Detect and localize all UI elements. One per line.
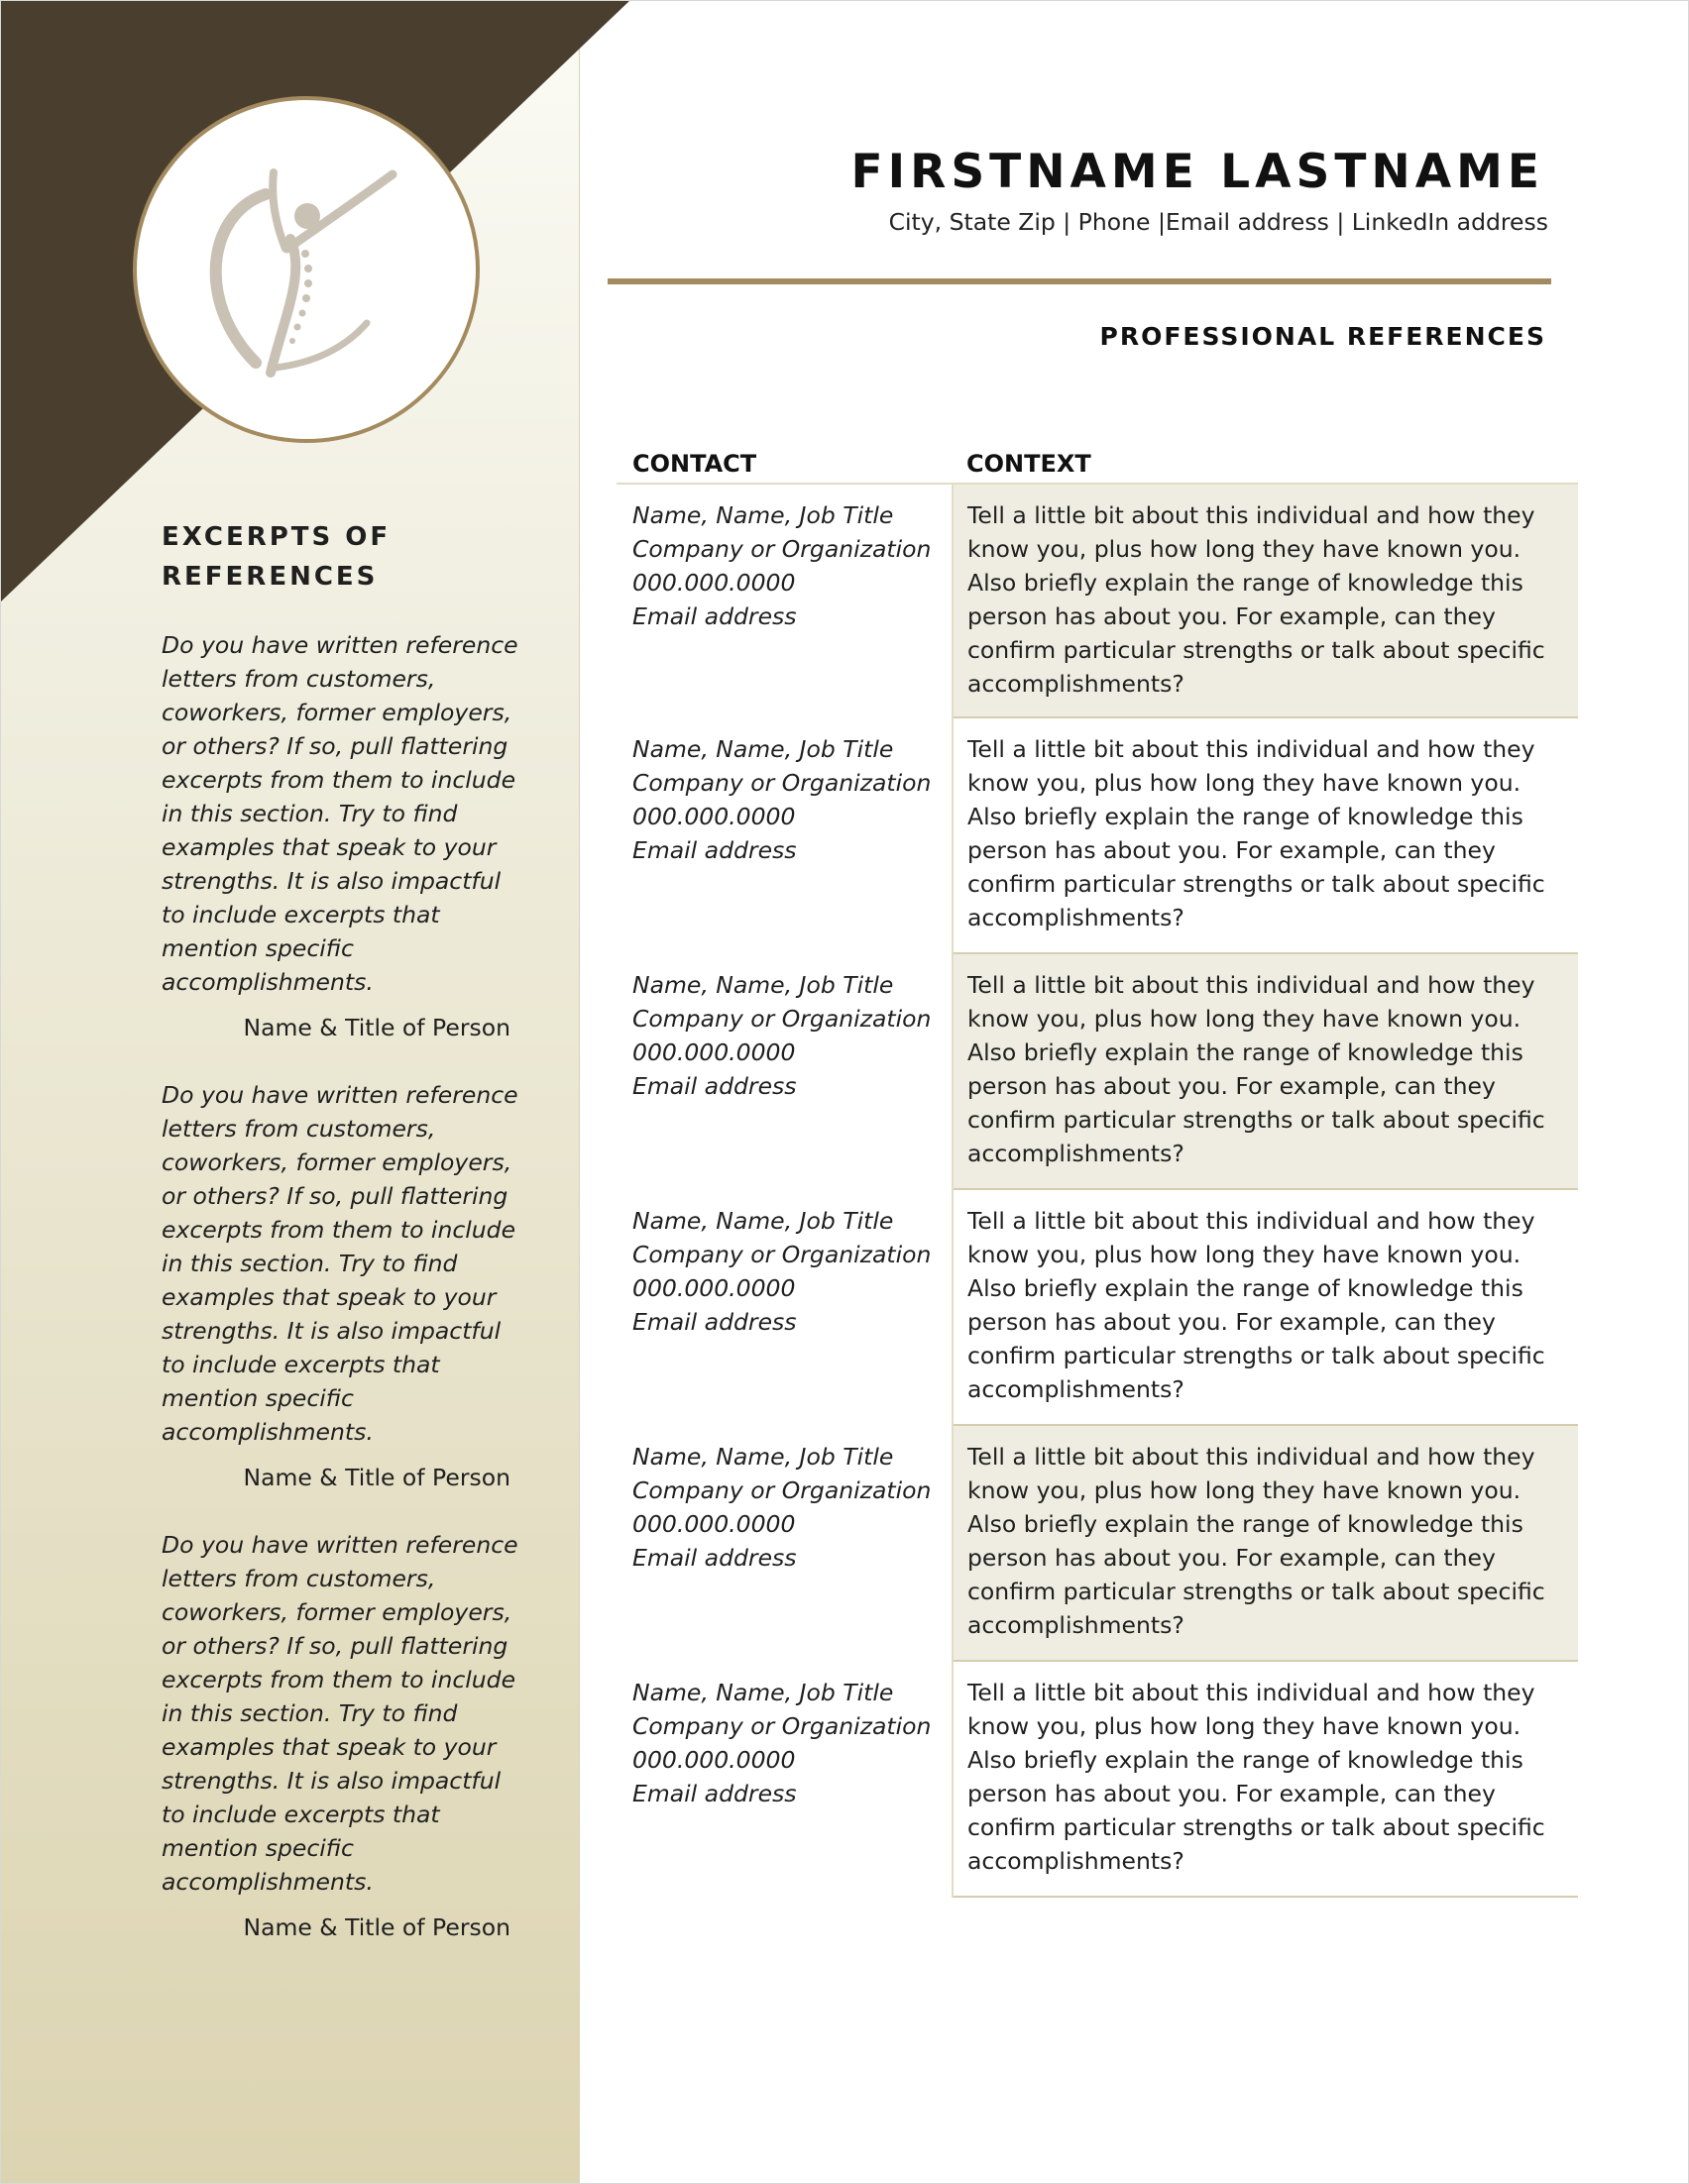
header-divider <box>608 278 1551 284</box>
excerpt-author: Name & Title of Person <box>243 1014 510 1041</box>
excerpts-title-line-2: REFERENCES <box>162 562 379 592</box>
reference-email: Email address <box>632 1308 797 1336</box>
logo-circle <box>133 96 480 443</box>
page-title: FIRSTNAME LASTNAME <box>850 145 1544 199</box>
references-table <box>617 483 1578 1898</box>
reference-company: Company or Organization <box>632 1476 932 1504</box>
table-row <box>617 954 1578 1190</box>
reference-company: Company or Organization <box>632 1712 932 1740</box>
reference-company: Company or Organization <box>632 1005 932 1033</box>
reference-phone: 000.000.0000 <box>632 1510 796 1538</box>
excerpts-title-line-1: EXCERPTS OF <box>162 522 392 552</box>
reference-email: Email address <box>632 1544 797 1572</box>
reference-phone: 000.000.0000 <box>632 803 796 830</box>
table-row <box>617 1190 1578 1426</box>
table-row <box>617 1662 1578 1898</box>
reference-phone: 000.000.0000 <box>632 1274 796 1302</box>
reference-company: Company or Organization <box>632 769 932 797</box>
table-row <box>617 483 1578 718</box>
reference-context: Tell a little bit about this individual and how they know you, plus how long they have known you. Also briefly explain the range of knowledge this person has about you. For example, can they confirm particular strengths or talk about specific accomplishments? <box>954 1190 1578 1426</box>
column-header-context: CONTEXT <box>966 450 1091 478</box>
reference-name: Name, Name, Job Title <box>632 971 894 999</box>
reference-name: Name, Name, Job Title <box>632 1679 894 1706</box>
reference-name: Name, Name, Job Title <box>632 1207 894 1235</box>
reference-phone: 000.000.0000 <box>632 569 796 597</box>
reference-context: Tell a little bit about this individual and how they know you, plus how long they have known you. Also briefly explain the range of knowledge this person has about you. For example, can they confirm particular strengths or talk about specific accomplishments? <box>954 483 1578 718</box>
reference-company: Company or Organization <box>632 1241 932 1268</box>
reference-contact <box>617 954 954 1190</box>
excerpts-title <box>162 517 518 597</box>
excerpt-text: Do you have written reference letters from customers, coworkers, former employers, or others? If so, pull flattering excerpts from them to include in this section. Try to find examples that speak to your strengths. It is also impactful to include excerpts that mention specific accomplishments. <box>162 1531 518 1896</box>
excerpt-text: Do you have written reference letters from customers, coworkers, former employers, or others? If so, pull flattering excerpts from them to include in this section. Try to find examples that speak to your strengths. It is also impactful to include excerpts that mention specific accomplishments. <box>162 631 518 996</box>
reference-name: Name, Name, Job Title <box>632 735 894 763</box>
reference-context: Tell a little bit about this individual and how they know you, plus how long they have known you. Also briefly explain the range of knowledge this person has about you. For example, can they confirm particular strengths or talk about specific accomplishments? <box>954 1662 1578 1898</box>
reference-contact <box>617 1426 954 1662</box>
excerpt-text: Do you have written reference letters from customers, coworkers, former employers, or others? If so, pull flattering excerpts from them to include in this section. Try to find examples that speak to your strengths. It is also impactful to include excerpts that mention specific accomplishments. <box>162 1081 518 1446</box>
reference-email: Email address <box>632 602 797 630</box>
contact-info: City, State Zip | Phone |Email address | LinkedIn address <box>888 208 1548 236</box>
reference-phone: 000.000.0000 <box>632 1038 796 1066</box>
excerpt-author: Name & Title of Person <box>243 1913 510 1941</box>
reference-contact <box>617 1190 954 1426</box>
reference-contact <box>617 718 954 954</box>
table-row <box>617 1426 1578 1662</box>
reference-contact <box>617 483 954 718</box>
table-row <box>617 718 1578 954</box>
excerpt-author: Name & Title of Person <box>243 1464 510 1491</box>
reference-name: Name, Name, Job Title <box>632 501 894 529</box>
reference-contact <box>617 1662 954 1898</box>
reference-email: Email address <box>632 1780 797 1807</box>
figure-with-hands-logo-icon <box>196 155 424 392</box>
reference-context: Tell a little bit about this individual and how they know you, plus how long they have known you. Also briefly explain the range of knowledge this person has about you. For example, can they confirm particular strengths or talk about specific accomplishments? <box>954 718 1578 954</box>
reference-name: Name, Name, Job Title <box>632 1443 894 1471</box>
section-title: PROFESSIONAL REFERENCES <box>1099 322 1546 351</box>
reference-email: Email address <box>632 836 797 864</box>
reference-email: Email address <box>632 1072 797 1100</box>
reference-phone: 000.000.0000 <box>632 1746 796 1774</box>
reference-context: Tell a little bit about this individual and how they know you, plus how long they have known you. Also briefly explain the range of knowledge this person has about you. For example, can they confirm particular strengths or talk about specific accomplishments? <box>954 954 1578 1190</box>
reference-company: Company or Organization <box>632 535 932 563</box>
column-header-contact: CONTACT <box>632 450 757 478</box>
reference-context: Tell a little bit about this individual and how they know you, plus how long they have known you. Also briefly explain the range of knowledge this person has about you. For example, can they confirm particular strengths or talk about specific accomplishments? <box>954 1426 1578 1662</box>
